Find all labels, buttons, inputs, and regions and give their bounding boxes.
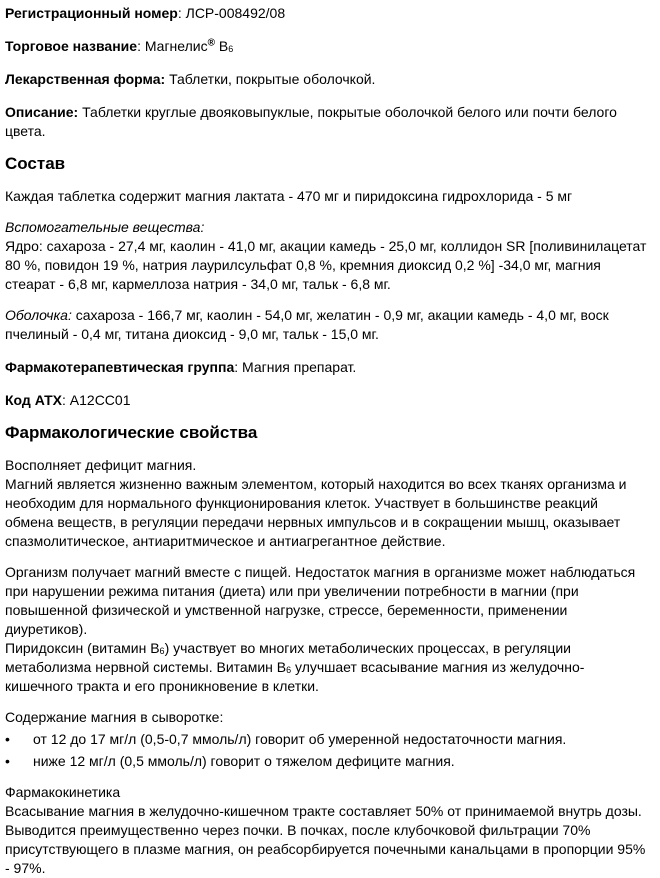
trade-name-value [145,38,233,54]
registration-line: Регистрационный номер: ЛСР-008492/08 [5,5,286,21]
serum-label: Содержание магния в сыворотке: [5,709,224,725]
pharmacokinetics-heading: Фармакокинетика [5,784,121,800]
bullet-icon: • [5,753,10,769]
pharmacology-paragraph-3 [5,639,648,696]
excipients-label: Вспомогательные вещества: [5,219,205,235]
list-item-text: от 12 до 17 мг/л (0,5-0,7 ммоль/л) говорит об умеренной недостаточности магния. [33,731,567,747]
form-line [5,70,648,89]
serum-list [5,730,648,771]
pharmacology-paragraph-1: Магний является жизненно важным элементом, который находится во всех тканях организма и необходим для нормального функционирования клеток. Участвует в большинстве реакций обмена веществ, в регуляции передачи нервных импульсов и в сокращении мышц, оказывает спазмолитическое, антиаритмическое и антиагрегантное действие. [5,476,627,549]
list-item-text: ниже 12 мг/л (0,5 ммоль/л) говорит о тяжелом дефиците магния. [33,753,455,769]
atc-label: Код АТХ [5,392,62,408]
shell-label: Оболочка: [5,307,72,323]
pharm-group-value: Магния препарат. [242,359,357,375]
p3-sub-2: 6 [286,665,292,675]
atc-line: Код АТХ: A12CC01 [5,392,131,408]
registration-label: Регистрационный номер [5,5,178,21]
description-line [5,103,648,141]
list-item [5,730,648,749]
each-tablet-text: Каждая таблетка содержит магния лактата - 470 мг и пиридоксина гидрохлорида - 5 мг [5,188,573,204]
form-label: Лекарственная форма: [5,71,166,87]
list-item [5,752,648,771]
registered-mark: ® [207,37,215,49]
trade-name-line: Торговое название: Магнелис® B6 [5,37,234,54]
core-text: Ядро: сахароза - 27,4 мг, каолин - 41,0 мг, акации камедь - 25,0 мг, коллидон SR [поливинилацетат 80 %, повидон 19 %, натрия лаурилсульфат 0,8 %, кремния диоксид 0,2 %] -34,0 мг, магния стеарат - 6,8 мг, кармеллоза натрия - 34,0 мг, тальк - 6,8 мг. [5,238,647,292]
pharmacology-paragraph-2: Организм получает магний вместе с пищей. Недостаток магния в организме может наблюдаться при нарушении режима питания (диета) или при увеличении потребности в магнии (при повышенной физической и умственной нагрузке, стрессе, беременности, применении диуретиков). [5,564,636,637]
pharm-group-line: Фармакотерапевтическая группа: Магния препарат. [5,359,357,375]
composition-heading: Состав [5,154,66,173]
p3-part-c: улучшает всасывание магния из желудочно-кишечного тракта и его проникновение в клетки. [5,659,585,694]
pharmacokinetics-text: Всасывание магния в желудочно-кишечном тракте составляет 50% от принимаемой внутрь дозы. Выводится преимущественно через почки. В почках, после клубочковой фильтрации 70% присутствующего в плазме магния, он реабсорбируется почечными канальцами в пропорции 95% - 97%. [5,803,646,876]
registration-value: ЛСР-008492/08 [185,5,286,21]
pharmacology-intro: Восполняет дефицит магния. [5,457,197,473]
trade-name-suffix: B [218,38,229,54]
shell-text: сахароза - 166,7 мг, каолин - 54,0 мг, желатин - 0,9 мг, акации камедь - 4,0 мг, воск пчелиный - 0,4 мг, титана диоксид - 9,0 мг, тальк - 15,0 мг. [5,307,609,342]
trade-name-label: Торговое название [5,38,138,54]
atc-value: A12CC01 [69,392,131,408]
description-value: Таблетки круглые двояковыпуклые, покрытые оболочкой белого или почти белого цвета. [5,104,617,139]
pharm-group-label: Фармакотерапевтическая группа [5,359,235,375]
trade-name-suffix-sub: 6 [228,44,234,54]
pharmacology-heading: Фармакологические свойства [5,423,258,442]
trade-name-text: Магнелис [144,38,208,54]
bullet-icon: • [5,731,10,747]
p3-sub-1: 6 [159,646,165,656]
form-value: Таблетки, покрытые оболочкой. [169,71,376,87]
description-label: Описание: [5,104,79,120]
shell-line [5,306,648,344]
p3-part-a: Пиридоксин (витамин B [5,640,160,656]
p3-part-b: ) участвует во многих метаболических процессах, в регуляции метаболизма нервной системы. Витамин B [5,640,571,675]
